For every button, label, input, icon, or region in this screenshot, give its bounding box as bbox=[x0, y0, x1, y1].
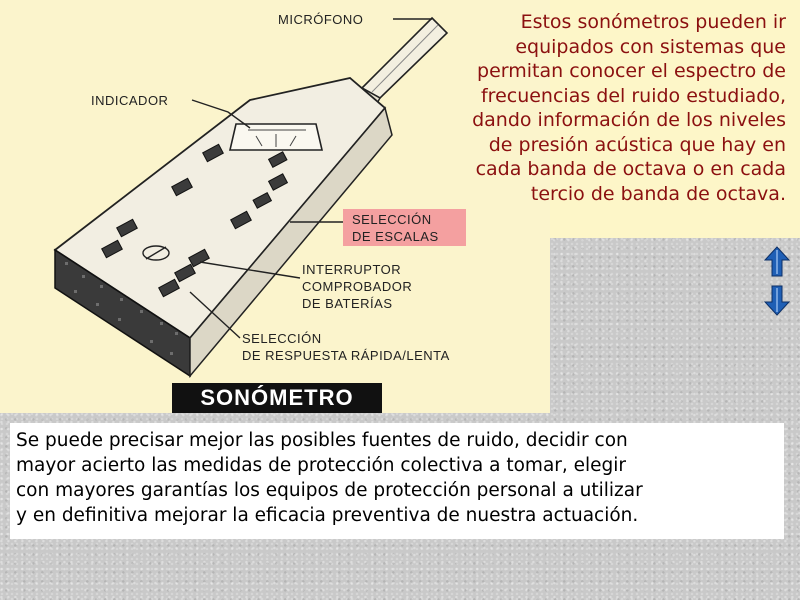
description-line: de presión acústica que hay en bbox=[488, 133, 786, 156]
bottom-line: con mayores garantías los equipos de protección personal a utilizar bbox=[16, 480, 643, 501]
label-seleccion-escalas-2: DE ESCALAS bbox=[352, 229, 439, 244]
arrow-down-icon[interactable] bbox=[764, 283, 790, 317]
bottom-line: Se puede precisar mejor las posibles fuentes de ruido, decidir con bbox=[16, 430, 628, 451]
nav-arrows bbox=[764, 245, 790, 317]
label-interruptor-1: INTERRUPTOR bbox=[302, 262, 402, 277]
label-seleccion-respuesta-2: DE RESPUESTA RÁPIDA/LENTA bbox=[242, 348, 450, 363]
label-seleccion-escalas-1: SELECCIÓN bbox=[352, 212, 432, 227]
label-seleccion-respuesta-1: SELECCIÓN bbox=[242, 331, 322, 346]
label-interruptor-2: COMPROBADOR bbox=[302, 279, 413, 294]
arrow-up-icon[interactable] bbox=[764, 245, 790, 279]
description-line: dando información de los niveles bbox=[472, 109, 786, 131]
bottom-line: y en definitiva mejorar la eficacia preventiva de nuestra actuación. bbox=[16, 505, 639, 526]
description-line: tercio de banda de octava. bbox=[530, 182, 786, 205]
diagram-caption: SONÓMETRO bbox=[172, 383, 382, 413]
description-line: permitan conocer el espectro de bbox=[477, 60, 786, 82]
label-indicador: INDICADOR bbox=[91, 93, 169, 108]
description-line: Estos sonómetros pueden ir bbox=[520, 11, 786, 33]
bottom-line: mayor acierto las medidas de protección colectiva a tomar, elegir bbox=[16, 455, 627, 476]
label-interruptor-3: DE BATERÍAS bbox=[302, 296, 393, 311]
description-line: frecuencias del ruido estudiado, bbox=[480, 84, 786, 107]
meter-body bbox=[55, 78, 392, 376]
bottom-text bbox=[16, 428, 782, 528]
description-line: equipados con sistemas que bbox=[515, 35, 786, 58]
description-line: cada banda de octava o en cada bbox=[475, 158, 786, 180]
label-microfono: MICRÓFONO bbox=[278, 12, 364, 27]
description-text bbox=[428, 10, 786, 206]
